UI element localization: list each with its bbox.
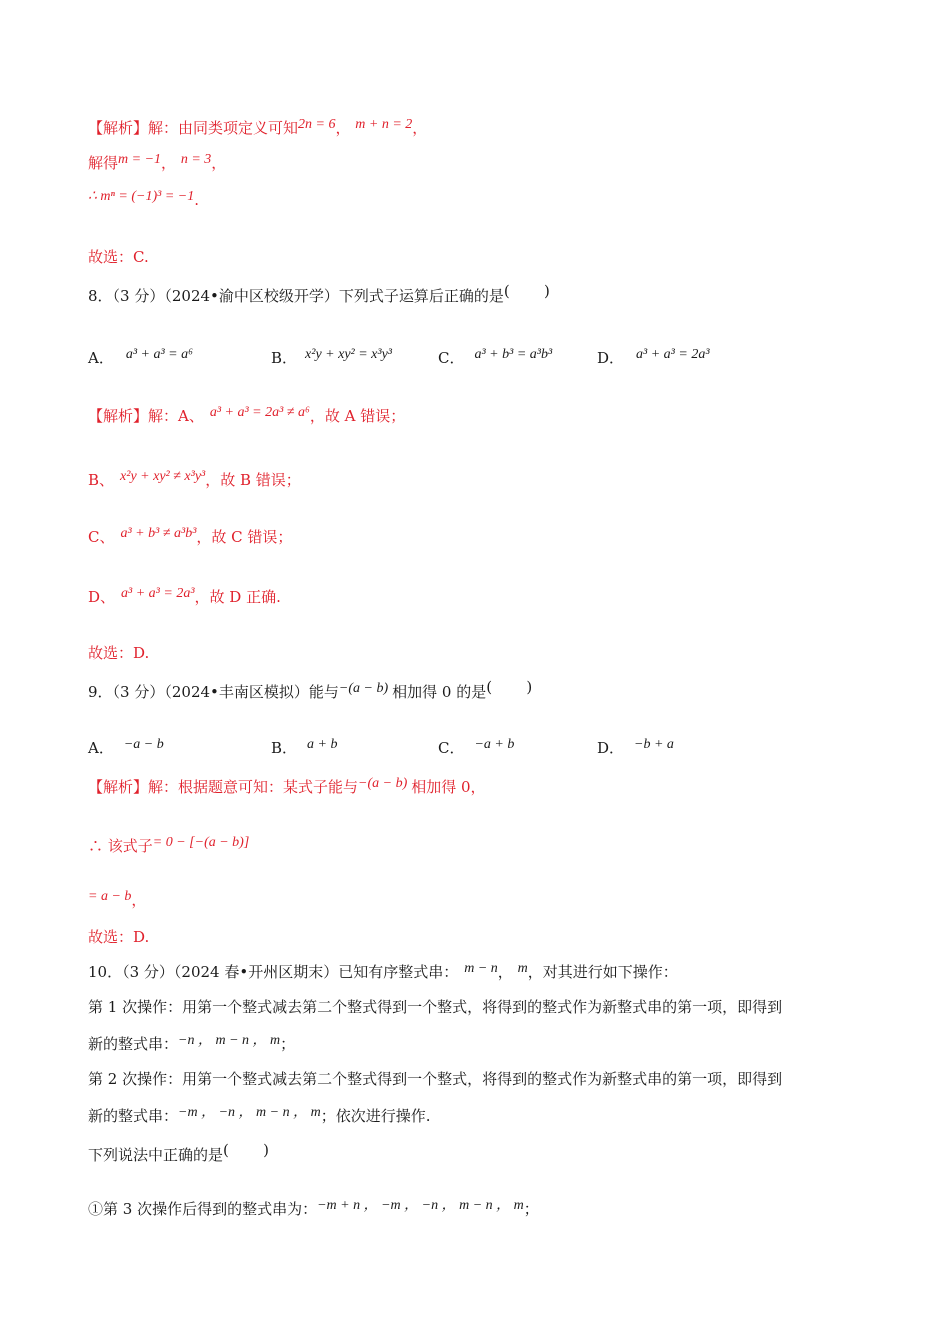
q8-solution-b: B、 x²y + xy² ≠ x³y³，故 B 错误； [88,469,301,489]
q8-option-a: A． a³ + a³ = a⁶ [88,347,193,367]
q9-solution-line3: = a − b， [88,889,147,909]
q10-op1-line2: 新的整式串：−n ， m − n ， m； [88,1033,296,1053]
q8-option-d: D． a³ + a³ = 2a³ [597,347,710,367]
q9-option-a: A． −a − b [88,737,164,757]
q10-op2-line1: 第 2 次操作：用第一个整式减去第二个整式得到一个整式，将得到的整式作为新整式串的第一项，即得到 [88,1070,783,1088]
answer-blank: ( ) [486,678,533,696]
q8-solution-a: 【解析】解：A、 a³ + a³ = 2a³ ≠ a⁶，故 A 错误； [88,405,406,425]
q8-stem: 8．（3 分）（2024•渝中区校级开学）下列式子运算后正确的是( ) [88,282,550,305]
q10-op1-line1: 第 1 次操作：用第一个整式减去第二个整式得到一个整式，将得到的整式作为新整式串的第一项，即得到 [88,998,783,1016]
answer-blank: ( ) [223,1141,270,1159]
q10-op2-line2: 新的整式串：−m ， −n ， m − n ， m；依次进行操作. [88,1105,431,1125]
q10-statement-1: ①第 3 次操作后得到的整式串为：−m + n ， −m ， −n ， m − n ， m； [88,1198,539,1218]
q9-solution-line1: 【解析】解：根据题意可知：某式子能与−(a − b) 相加得 0， [88,776,486,796]
q9-option-d: D． −b + a [597,737,674,757]
q9-answer: 故选：D. [88,928,150,946]
q9-solution-line2: ∴ 该式子= 0 − [−(a − b)] [88,835,250,855]
q9-option-c: C． −a + b [438,737,515,757]
q7-solution-line1: 【解析】解：由同类项定义可知2n = 6， m + n = 2， [88,117,428,137]
q8-solution-d: D、 a³ + a³ = 2a³，故 D 正确. [88,586,281,606]
answer-blank: ( ) [503,282,550,300]
q9-option-b: B． a + b [271,737,338,757]
q8-option-c: C． a³ + b³ = a³b³ [438,347,553,367]
q9-stem: 9．（3 分）（2024•丰南区模拟）能与−(a − b) 相加得 0 的是( ) [88,678,533,701]
q8-answer: 故选：D. [88,644,150,662]
q7-solution-line3: ∴ mⁿ = (−1)³ = −1. [88,189,200,209]
q8-solution-c: C、 a³ + b³ ≠ a³b³，故 C 错误； [88,526,293,546]
q10-stem: 10．（3 分）（2024 春•开州区期末）已知有序整式串： m − n， m，对其进行如下操作： [88,961,678,981]
q8-option-b: B． x²y + xy² = x³y³ [271,347,392,367]
q7-solution-line2: 解得m = −1， n = 3， [88,152,227,172]
q10-question: 下列说法中正确的是( ) [88,1141,270,1164]
q7-answer: 故选：C. [88,248,149,266]
